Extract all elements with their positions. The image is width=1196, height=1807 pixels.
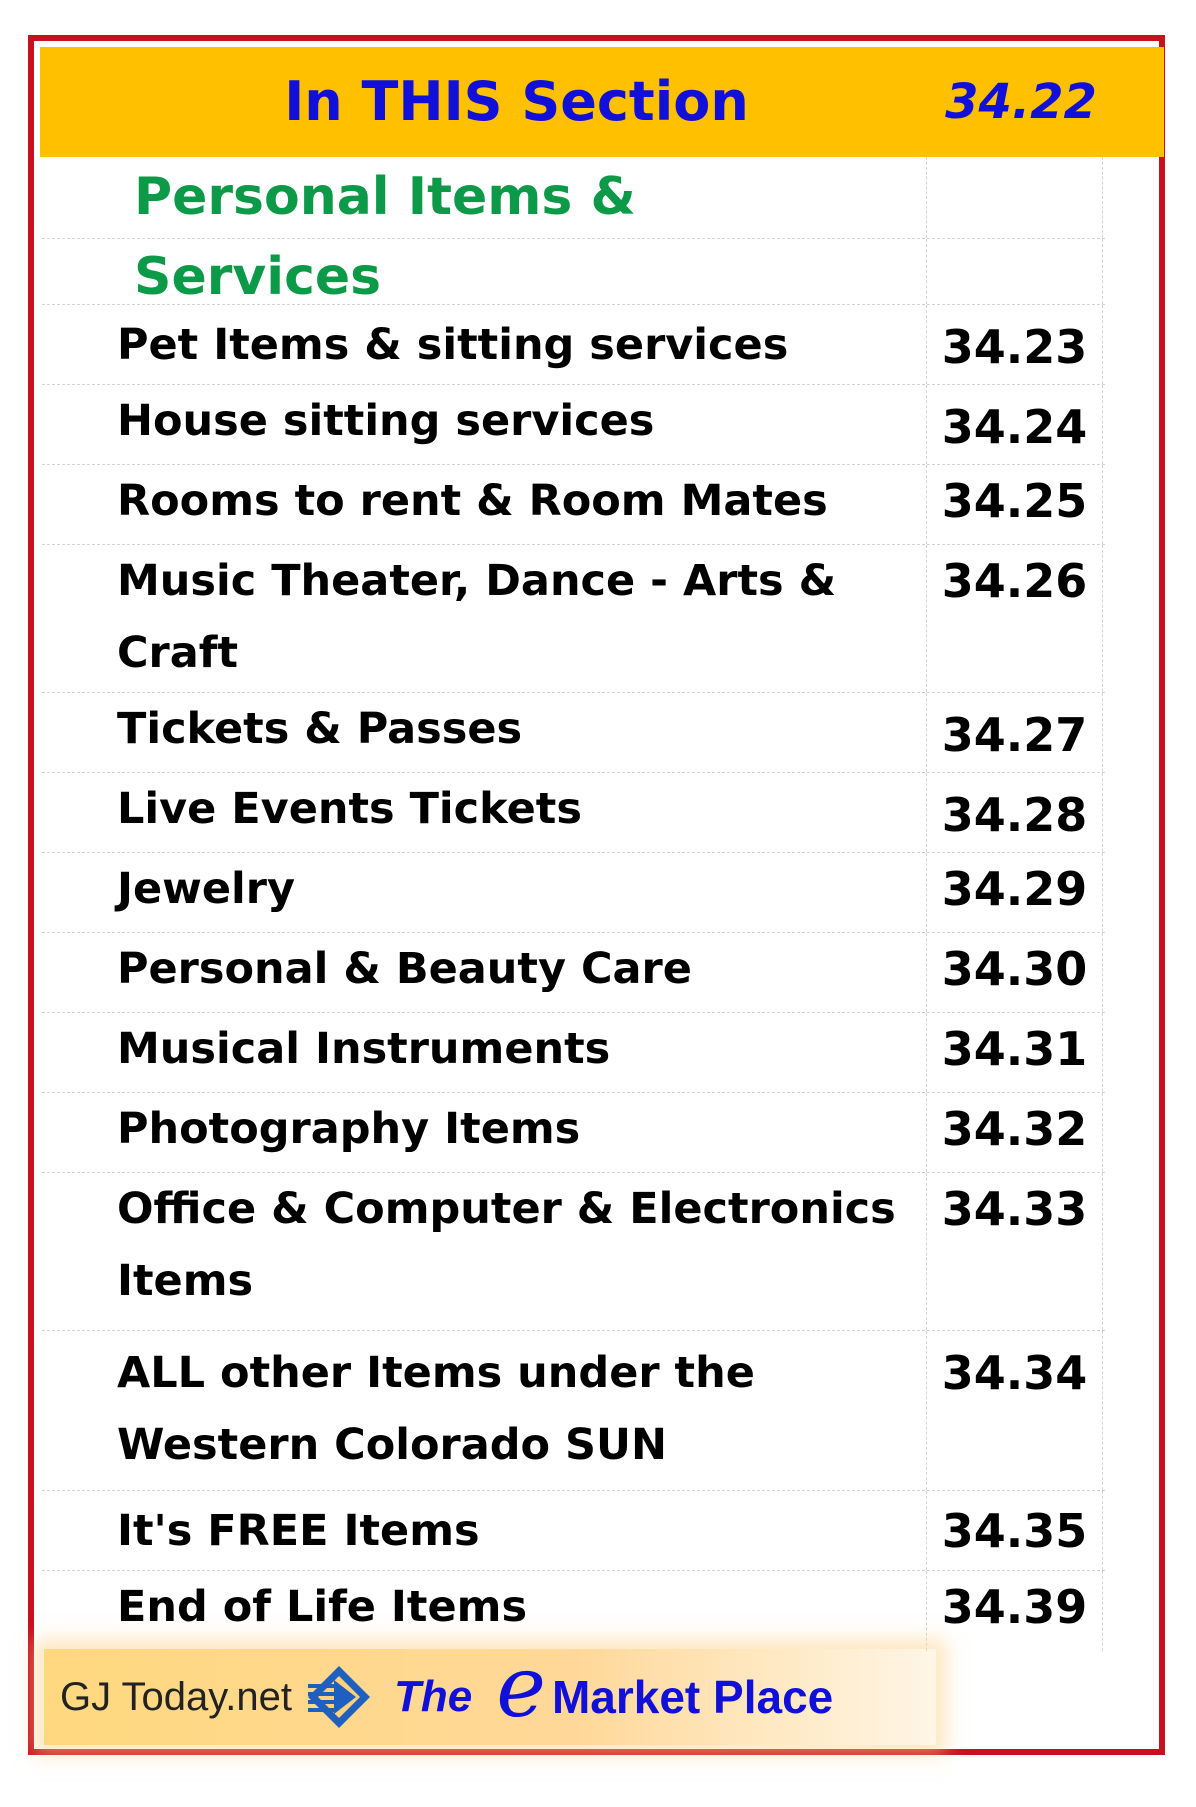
- index-item-number: 34.26: [927, 545, 1103, 692]
- index-item-number: 34.28: [927, 773, 1103, 852]
- index-row[interactable]: [42, 853, 1105, 933]
- footer-tagline-the: The: [394, 1672, 473, 1721]
- index-item-label[interactable]: House sitting services: [42, 385, 927, 464]
- footer-banner[interactable]: [44, 1638, 936, 1745]
- index-row[interactable]: [42, 693, 1105, 773]
- index-item-number: 34.25: [927, 465, 1103, 544]
- index-row[interactable]: [42, 1013, 1105, 1093]
- spacer-label-cell: [42, 239, 927, 304]
- index-row[interactable]: [42, 933, 1105, 1013]
- footer-tagline-market: Market Place: [551, 1671, 834, 1723]
- index-item-label[interactable]: It's FREE Items: [42, 1491, 927, 1570]
- footer-site-name[interactable]: GJ Today.net: [60, 1674, 292, 1719]
- index-item-label[interactable]: ALL other Items under the Western Colorado SUN: [42, 1331, 927, 1490]
- index-row[interactable]: [42, 545, 1105, 693]
- index-item-label[interactable]: Rooms to rent & Room Mates: [42, 465, 927, 544]
- index-item-number: 34.23: [927, 305, 1103, 384]
- index-item-label[interactable]: Jewelry: [42, 853, 927, 932]
- index-item-label[interactable]: Personal & Beauty Care: [42, 933, 927, 1012]
- page-frame: [28, 35, 1165, 1755]
- index-item-label[interactable]: Photography Items: [42, 1093, 927, 1172]
- index-item-label[interactable]: Pet Items & sitting services: [42, 305, 927, 384]
- section-subtitle: Personal Items & Services: [42, 157, 927, 238]
- index-row[interactable]: [42, 1331, 1105, 1491]
- section-index-table: [42, 157, 1105, 1651]
- spacer-row: [42, 239, 1105, 305]
- index-row[interactable]: [42, 1093, 1105, 1173]
- index-item-number: 34.33: [927, 1173, 1103, 1330]
- index-item-label[interactable]: Live Events Tickets: [42, 773, 927, 852]
- index-item-number: 34.30: [927, 933, 1103, 1012]
- index-item-label[interactable]: End of Life Items: [42, 1571, 927, 1651]
- index-row[interactable]: [42, 1173, 1105, 1331]
- index-item-number: 34.39: [927, 1571, 1103, 1651]
- index-item-label[interactable]: Office & Computer & Electronics Items: [42, 1173, 927, 1330]
- index-item-label[interactable]: Tickets & Passes: [42, 693, 927, 772]
- index-row[interactable]: [42, 305, 1105, 385]
- header-bar: [40, 47, 1164, 157]
- diamond-arrow-logo-icon: [304, 1662, 374, 1732]
- index-item-number: 34.32: [927, 1093, 1103, 1172]
- index-item-number: 34.35: [927, 1491, 1103, 1570]
- index-item-number: 34.34: [927, 1331, 1103, 1490]
- index-row[interactable]: [42, 1571, 1105, 1651]
- index-row[interactable]: [42, 385, 1105, 465]
- index-item-number: 34.29: [927, 853, 1103, 932]
- index-item-label[interactable]: Musical Instruments: [42, 1013, 927, 1092]
- index-row[interactable]: [42, 1491, 1105, 1571]
- subtitle-number-cell: [927, 157, 1103, 238]
- index-row[interactable]: [42, 465, 1105, 545]
- index-item-label[interactable]: Music Theater, Dance - Arts & Craft: [42, 545, 927, 692]
- index-item-number: 34.27: [927, 693, 1103, 772]
- index-row[interactable]: [42, 773, 1105, 853]
- footer-tagline-e: e: [496, 1638, 546, 1736]
- spacer-number-cell: [927, 239, 1103, 304]
- index-item-number: 34.31: [927, 1013, 1103, 1092]
- section-number: 34.22: [945, 74, 1097, 130]
- subtitle-row: [42, 157, 1105, 307]
- index-item-number: 34.24: [927, 385, 1103, 464]
- section-title: In THIS Section: [284, 70, 749, 133]
